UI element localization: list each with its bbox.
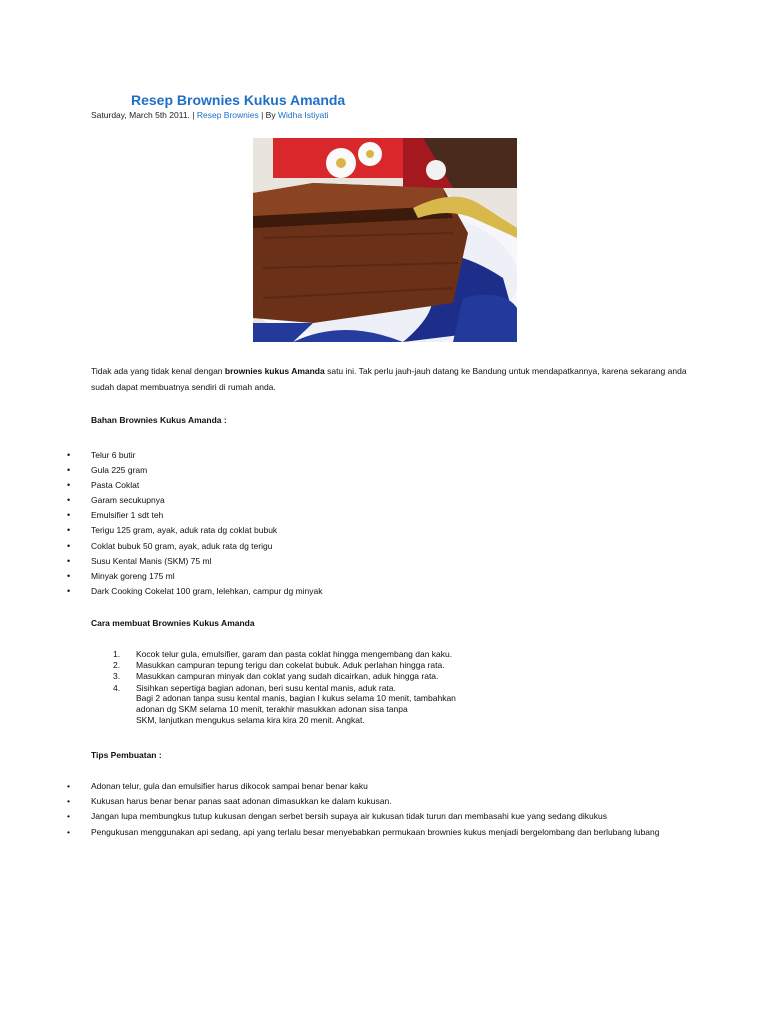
ingredient-item xyxy=(0,493,323,508)
ingredient-item-text: Pasta Coklat xyxy=(91,480,140,491)
tip-item-text: Kukusan harus benar benar panas saat adonan dimasukkan ke dalam kukusan. xyxy=(91,796,392,807)
step-number: 2. xyxy=(113,660,121,671)
ingredient-item xyxy=(0,448,323,463)
ingredient-item xyxy=(0,523,323,538)
step-number: 3. xyxy=(113,671,121,682)
ingredient-item xyxy=(0,569,323,584)
step4-continuation xyxy=(136,693,456,727)
ingredient-item xyxy=(0,508,323,523)
bullet-icon: • xyxy=(67,525,71,536)
method-step xyxy=(113,660,452,671)
tip-item xyxy=(0,781,671,792)
tip-item-text: Adonan telur, gula dan emulsifier harus dikocok sampai benar benar kaku xyxy=(91,781,368,791)
tips-list xyxy=(0,781,671,842)
method-step xyxy=(113,649,452,660)
bullet-icon: • xyxy=(67,465,71,476)
meta-separator: | By xyxy=(258,110,278,120)
bullet-icon: • xyxy=(67,480,71,491)
ingredient-item-text: Minyak goreng 175 ml xyxy=(91,570,175,581)
post-date: Saturday, March 5th 2011. xyxy=(91,110,190,120)
ingredient-item-text: Susu Kental Manis (SKM) 75 ml xyxy=(91,555,212,566)
intro-paragraph: Tidak ada yang tidak kenal dengan brownies kukus Amanda satu ini. Tak perlu jauh-jauh datang ke Bandung untuk mendapatkannya, karena sekarang anda sudah dapat membuatnya sendiri di rumah anda. xyxy=(91,366,687,392)
ingredient-item-text: Garam secukupnya xyxy=(91,495,165,506)
intro-highlight: brownies kukus Amanda xyxy=(224,366,325,376)
bullet-icon: • xyxy=(67,826,70,837)
step-text-line: adonan dg SKM selama 10 menit, terakhir masukkan adonan sisa tanpa xyxy=(136,704,408,715)
brownies-photo-illustration xyxy=(253,138,517,342)
ingredient-item xyxy=(0,539,323,554)
tip-item-text: Jangan lupa membungkus tutup kukusan dengan serbet bersih supaya air kukusan tidak turun dan membasahi kue yang sedang dikukus xyxy=(91,811,607,822)
brownies-photo xyxy=(253,138,517,342)
bullet-icon: • xyxy=(67,450,71,460)
tip-item xyxy=(0,827,671,838)
author-link[interactable]: Widha Istiyati xyxy=(277,110,329,120)
ingredient-item xyxy=(0,554,323,569)
meta-separator: | xyxy=(189,110,197,120)
method-heading: Cara membuat Brownies Kukus Amanda xyxy=(91,618,255,628)
ingredient-item xyxy=(0,478,323,493)
step-number: 4. xyxy=(113,682,121,693)
bullet-icon: • xyxy=(67,555,71,566)
tip-item xyxy=(0,811,671,822)
ingredients-heading: Bahan Brownies Kukus Amanda : xyxy=(91,415,227,425)
article-title[interactable]: Resep Brownies Kukus Amanda xyxy=(131,92,346,108)
method-step xyxy=(113,671,452,682)
step-text: Masukkan campuran tepung terigu dan cokelat bubuk. Aduk perlahan hingga rata. xyxy=(136,660,445,671)
step-number: 1. xyxy=(113,649,121,659)
bullet-icon: • xyxy=(67,585,71,596)
ingredient-item xyxy=(0,584,323,599)
ingredients-list xyxy=(0,448,323,599)
step-text-line: SKM, lanjutkan mengukus selama kira kira 20 menit. Angkat. xyxy=(136,715,365,726)
bullet-icon: • xyxy=(67,781,70,791)
step-text-line: Bagi 2 adonan tanpa susu kental manis, bagian I kukus selama 10 menit, tambahkan xyxy=(136,693,456,703)
step-text: Masukkan campuran minyak dan coklat yang sudah dicairkan, aduk hingga rata. xyxy=(136,671,439,682)
bullet-icon: • xyxy=(67,540,71,551)
tip-item xyxy=(0,796,671,807)
ingredient-item-text: Emulsifier 1 sdt teh xyxy=(91,510,164,521)
bullet-icon: • xyxy=(67,811,70,822)
ingredient-item xyxy=(0,463,323,478)
tips-heading: Tips Pembuatan : xyxy=(91,750,162,760)
ingredient-item-text: Telur 6 butir xyxy=(91,450,136,460)
ingredient-item-text: Coklat bubuk 50 gram, ayak, aduk rata dg terigu xyxy=(91,540,273,551)
ingredient-item-text: Terigu 125 gram, ayak, aduk rata dg coklat bubuk xyxy=(91,525,278,536)
post-meta xyxy=(91,110,329,120)
bullet-icon: • xyxy=(67,510,71,521)
method-steps xyxy=(113,649,452,694)
step-text: Kocok telur gula, emulsifier, garam dan pasta coklat hingga mengembang dan kaku. xyxy=(136,649,453,659)
bullet-icon: • xyxy=(67,570,71,581)
step-text: Sisihkan sepertiga bagian adonan, beri susu kental manis, aduk rata. xyxy=(136,682,396,693)
category-link[interactable]: Resep Brownies xyxy=(196,110,259,120)
ingredient-item-text: Gula 225 gram xyxy=(91,465,148,476)
bullet-icon: • xyxy=(67,495,71,506)
ingredient-item-text: Dark Cooking Cokelat 100 gram, lelehkan, campur dg minyak xyxy=(91,585,323,596)
tip-item-text: Pengukusan menggunakan api sedang, api yang terlalu besar menyebabkan permukaan brownies kukus menjadi bergelombang dan berlubang lubang xyxy=(91,826,660,837)
bullet-icon: • xyxy=(67,796,70,807)
